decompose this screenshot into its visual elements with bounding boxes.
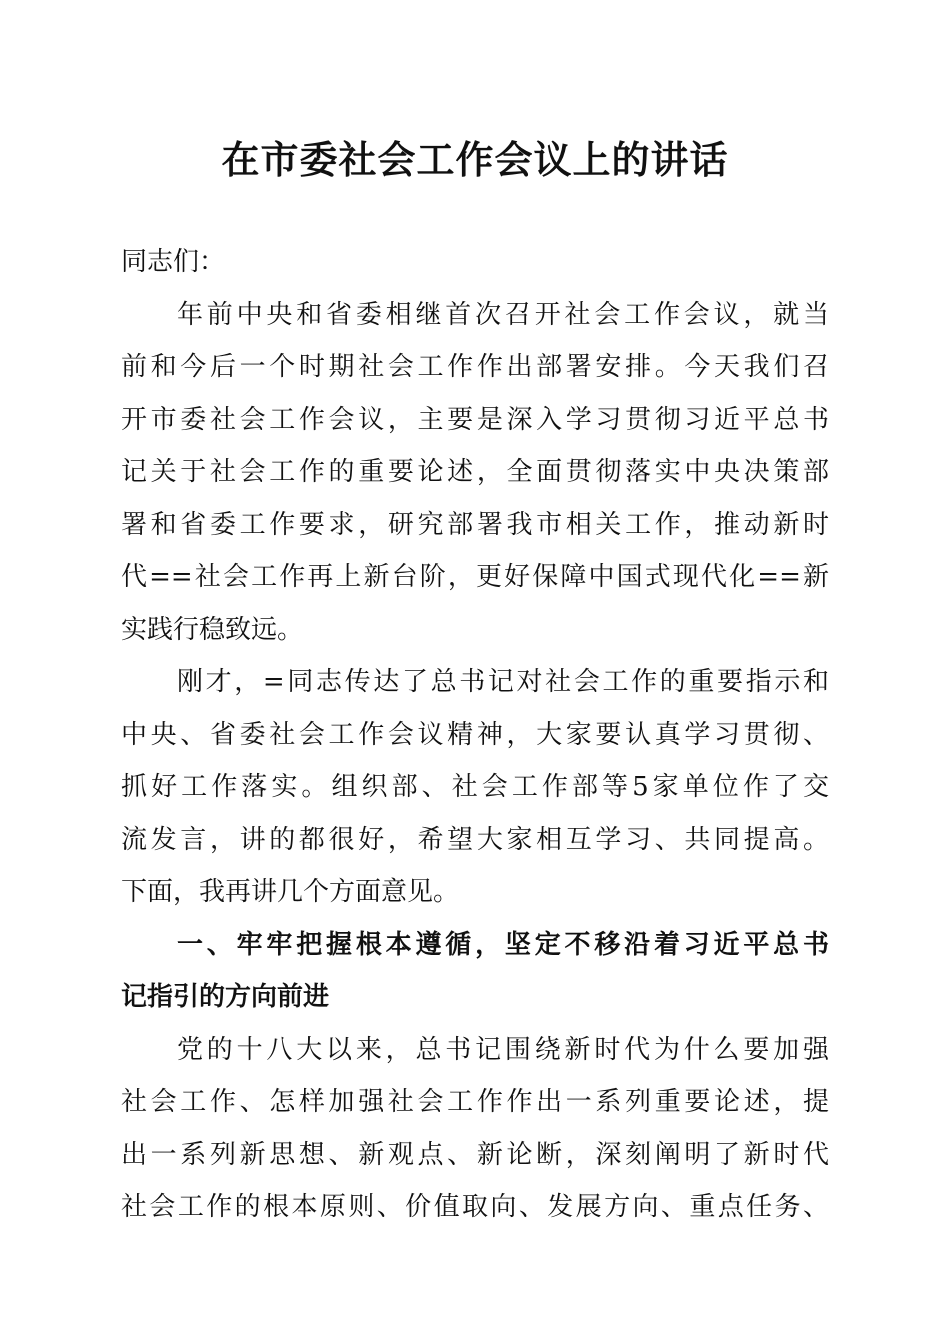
paragraph-1-line: 年前中央和省委相继首次召开社会工作会议，就当 bbox=[177, 299, 829, 330]
paragraph-2-line: 抓好工作落实。组织部、社会工作部等5家单位作了交 bbox=[121, 772, 829, 802]
section-heading-line: 一、牢牢把握根本遵循，坚定不移沿着习近平总书 bbox=[177, 929, 829, 960]
document-body bbox=[121, 236, 829, 1234]
paragraph-3-line: 出一系列新思想、新观点、新论断，深刻阐明了新时代 bbox=[121, 1139, 829, 1170]
paragraph-3-line: 社会工作的根本原则、价值取向、发展方向、重点任务、 bbox=[121, 1192, 829, 1222]
paragraph-2-line: 刚才，=同志传达了总书记对社会工作的重要指示和 bbox=[177, 667, 829, 697]
paragraph-1-line: 开市委社会工作会议，主要是深入学习贯彻习近平总书 bbox=[121, 404, 829, 435]
paragraph-1-line: 前和今后一个时期社会工作作出部署安排。今天我们召 bbox=[121, 352, 829, 382]
salutation: 同志们： bbox=[121, 247, 226, 277]
paragraph-1-line: 代==社会工作再上新台阶，更好保障中国式现代化==新 bbox=[121, 562, 829, 592]
paragraph-3-line: 党的十八大以来，总书记围绕新时代为什么要加强 bbox=[177, 1034, 829, 1065]
paragraph-1-line: 记关于社会工作的重要论述，全面贯彻落实中央决策部 bbox=[121, 457, 829, 487]
paragraph-3-line: 社会工作、怎样加强社会工作作出一系列重要论述，提 bbox=[121, 1087, 829, 1117]
paragraph-2-line: 下面，我再讲几个方面意见。 bbox=[121, 877, 460, 907]
paragraph-1-line: 署和省委工作要求，研究部署我市相关工作，推动新时 bbox=[121, 509, 829, 540]
section-heading-line: 记指引的方向前进 bbox=[121, 982, 330, 1012]
paragraph-2-line: 流发言，讲的都很好，希望大家相互学习、共同提高。 bbox=[121, 824, 829, 855]
paragraph-1-line: 实践行稳致远。 bbox=[121, 614, 304, 645]
paragraph-2-line: 中央、省委社会工作会议精神，大家要认真学习贯彻、 bbox=[121, 719, 829, 750]
document-title: 在市委社会工作会议上的讲话 bbox=[221, 137, 729, 182]
